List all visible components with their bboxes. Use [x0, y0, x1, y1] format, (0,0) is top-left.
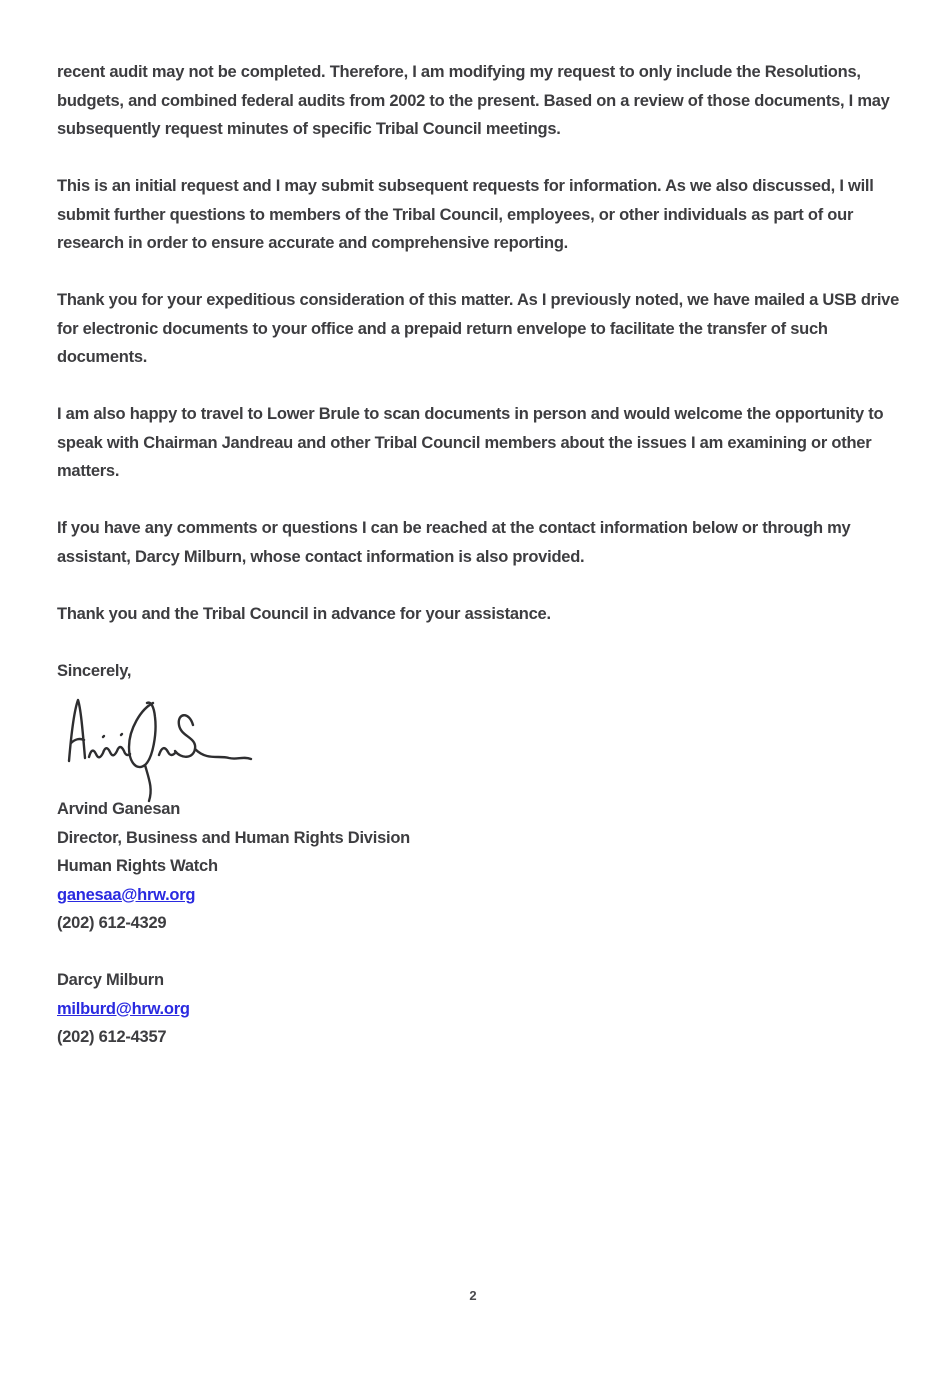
letter-paragraph-1: recent audit may not be completed. Therefore, I am modifying my request to only include the Resolutions, budgets, and combined federal audits from 2002 to the present. Based on a review of those documents, I may subsequently request minutes of specific Tribal Council meetings.: [57, 63, 890, 138]
letter-paragraph-3: Thank you for your expeditious consideration of this matter. As I previously noted, we have mailed a USB drive for electronic documents to your office and a prepaid return envelope to facilitate the transfer of such documents.: [57, 291, 900, 366]
letter-paragraph-4: I am also happy to travel to Lower Brule to scan documents in person and would welcome the opportunity to speak with Chairman Jandreau and other Tribal Council members about the issues I am examining or other matters.: [57, 405, 884, 480]
letter-paragraph-2: This is an initial request and I may submit subsequent requests for information. As we also discussed, I will submit further questions to members of the Tribal Council, employees, or other individuals as part of our research in order to ensure accurate and comprehensive reporting.: [57, 177, 874, 252]
assistant-email-link[interactable]: milburd@hrw.org: [57, 999, 190, 1018]
handwritten-signature-icon: [61, 685, 256, 803]
letter-closing: Sincerely,: [57, 661, 132, 680]
sender-contact-block: [57, 795, 902, 938]
sender-name: Arvind Ganesan: [57, 800, 181, 818]
letter-paragraph-5: If you have any comments or questions I can be reached at the contact information below or through my assistant, Darcy Milburn, whose contact information is also provided.: [57, 519, 851, 566]
page-number: 2: [469, 1288, 477, 1303]
signature-image: [61, 685, 902, 801]
assistant-name: Darcy Milburn: [57, 971, 164, 989]
sender-phone: (202) 612-4329: [57, 914, 167, 932]
assistant-contact-block: [57, 966, 902, 1052]
letter-paragraph-6: Thank you and the Tribal Council in advance for your assistance.: [57, 604, 551, 623]
sender-title: Director, Business and Human Rights Division: [57, 828, 410, 847]
sender-email-link[interactable]: ganesaa@hrw.org: [57, 885, 196, 904]
letter-body: [57, 58, 902, 1052]
sender-organization: Human Rights Watch: [57, 857, 218, 875]
assistant-phone: (202) 612-4357: [57, 1028, 167, 1046]
